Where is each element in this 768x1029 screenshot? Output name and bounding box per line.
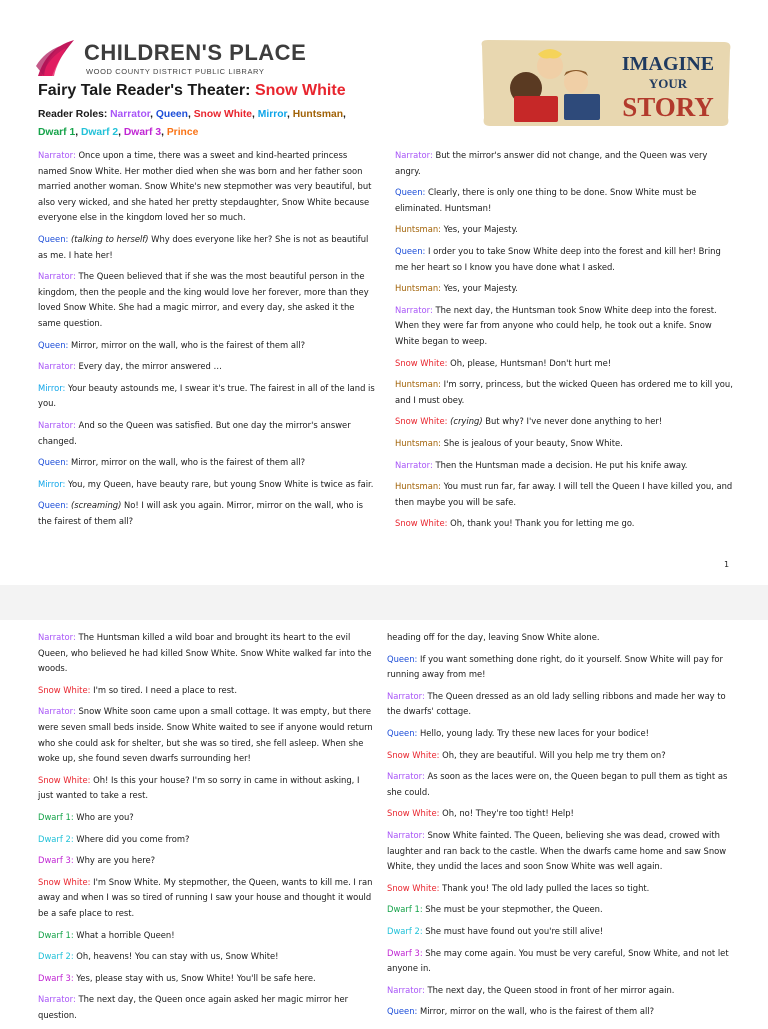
- dialogue-line: [38, 148, 376, 226]
- role-prince: Prince: [166, 127, 199, 138]
- speaker-label: Snow White:: [387, 749, 440, 760]
- dialogue-text: I order you to take Snow White deep into the forest and kill her! Bring me her heart so I know you have done what I asked.: [395, 245, 721, 272]
- dialogue-line: [38, 232, 376, 263]
- dialogue-text: Snow White soon came upon a small cottage. It was empty, but there were seven small beds inside. Snow White waited to see if anyone would return who she could ask for shelter, but she was so tired, she fell asleep. When she woke up, she found seven dwarfs surrounding her!: [38, 706, 373, 764]
- dialogue-text: As soon as the laces were on, the Queen began to pull them as tight as she could.: [387, 771, 728, 797]
- speaker-label: Huntsman:: [395, 224, 441, 235]
- book-icon: [514, 96, 558, 122]
- dialogue-text: Where did you come from?: [73, 833, 190, 844]
- speaker-label: Narrator:: [387, 690, 425, 701]
- dialogue-line: [38, 853, 376, 869]
- speaker-label: Queen:: [38, 339, 69, 350]
- banner-word-story: STORY: [622, 92, 714, 122]
- dialogue-text: If you want something done right, do it yourself. Snow White will pay for running away from me!: [387, 653, 724, 680]
- dialogue-line: [395, 185, 735, 216]
- dialogue-text: Oh, they are beautiful. Will you help me try them on?: [439, 749, 666, 760]
- dialogue-text: The next day, the Huntsman took Snow White deep into the forest. When they were far from anyone who could help, he took out a knife. Snow White began to weep.: [395, 304, 717, 346]
- speaker-label: Narrator:: [38, 150, 76, 160]
- speaker-label: Queen:: [387, 653, 418, 664]
- dialogue-line: [38, 359, 376, 375]
- dialogue-line: [38, 773, 376, 804]
- stage-direction: (talking to herself): [68, 233, 149, 244]
- speaker-label: Queen:: [395, 187, 426, 198]
- dialogue-line: [38, 875, 376, 922]
- dialogue-line: [38, 704, 376, 766]
- dialogue-line: [387, 881, 735, 897]
- dialogue-line: [38, 928, 376, 944]
- speaker-label: Narrator:: [38, 706, 76, 717]
- dialogue-line: [387, 769, 735, 800]
- dialogue-line: [395, 281, 735, 297]
- dialogue-line: [38, 418, 376, 449]
- dialogue-text: Yes, your Majesty.: [440, 224, 518, 235]
- dialogue-line: [38, 455, 376, 471]
- speaker-label: Queen:: [38, 457, 69, 468]
- dialogue-text: Why does everyone like her? She is not as beautiful as me. I hate her!: [38, 233, 369, 260]
- speaker-label: Mirror:: [38, 382, 66, 393]
- dialogue-text: Mirror, mirror on the wall, who is the fairest of them all?: [68, 457, 306, 468]
- speaker-label: Narrator:: [38, 632, 76, 642]
- dialogue-text: Mirror, mirror on the wall, who is the fairest of them all?: [417, 1006, 655, 1017]
- roles-list: Narrator, Queen, Snow White, Mirror, Huntsman, Dwarf 1, Dwarf 2, Dwarf 3, Prince: [38, 109, 349, 138]
- role-dwarf-2: Dwarf 2: [80, 127, 119, 138]
- dialogue-text: I'm Snow White. My stepmother, the Queen, wants to kill me. I ran away and when I was so tired of running I saw your house and thought it would be a safe place to rest.: [38, 876, 373, 918]
- dialogue-text: Who are you?: [73, 811, 134, 822]
- speaker-label: Snow White:: [38, 774, 91, 785]
- dialogue-text: heading off for the day, leaving Snow White alone.: [387, 632, 600, 642]
- dialogue-text: Yes, your Majesty.: [440, 283, 518, 294]
- dialogue-text: The Queen believed that if she was the most beautiful person in the kingdom, then the people and the king would love her forever, more than they loved Snow White. She had a magic mirror, and every day, she asked it the same question.: [38, 271, 369, 328]
- dialogue-line: [395, 516, 735, 532]
- stage-direction: (screaming): [68, 500, 122, 511]
- dialogue-text: The Queen dressed as an old lady selling ribbons and made her way to the dwarfs' cottage.: [387, 690, 726, 717]
- speaker-label: Snow White:: [38, 876, 91, 887]
- page-title: [38, 82, 346, 100]
- dialogue-line: [395, 436, 735, 452]
- dialogue-text: Clearly, there is only one thing to be done. Snow White must be eliminated. Huntsman!: [395, 187, 697, 213]
- dialogue-line: [387, 1004, 735, 1020]
- reader-roles: [38, 106, 378, 142]
- speaker-label: Dwarf 2:: [38, 833, 74, 844]
- speaker-label: Dwarf 2:: [38, 951, 74, 962]
- dialogue-line: [395, 303, 735, 350]
- dialogue-line: [387, 902, 735, 918]
- dialogue-line: [38, 810, 376, 826]
- dialogue-text: Then the Huntsman made a decision. He put his knife away.: [432, 459, 688, 470]
- speaker-label: Snow White:: [395, 518, 448, 529]
- dialogue-text: She must be your stepmother, the Queen.: [422, 904, 603, 915]
- dialogue-text: She must have found out you're still alive!: [422, 925, 604, 936]
- dialogue-text: Every day, the mirror answered …: [75, 361, 222, 372]
- speaker-label: Snow White:: [395, 416, 448, 427]
- dialogue-text: You, my Queen, have beauty rare, but young Snow White is twice as fair.: [65, 478, 374, 489]
- banner-word-your: YOUR: [648, 76, 688, 91]
- role-huntsman: Huntsman: [292, 109, 344, 120]
- dialogue-text: But the mirror's answer did not change, and the Queen was very angry.: [395, 150, 708, 176]
- dialogue-text: And so the Queen was satisfied. But one day the mirror's answer changed.: [38, 419, 351, 446]
- dialogue-text: Oh, please, Huntsman! Don't hurt me!: [447, 357, 612, 368]
- speaker-label: Queen:: [395, 245, 426, 256]
- speaker-label: Narrator:: [395, 459, 433, 470]
- dialogue-line: [387, 806, 735, 822]
- speaker-label: Snow White:: [387, 808, 440, 819]
- speaker-label: Huntsman:: [395, 283, 441, 294]
- page-number: 1: [724, 560, 730, 569]
- speaker-label: Narrator:: [395, 150, 433, 160]
- library-subbrand: WOOD COUNTY DISTRICT PUBLIC LIBRARY: [86, 67, 265, 76]
- dialogue-line: [395, 458, 735, 474]
- role-narrator: Narrator: [110, 109, 151, 120]
- dialogue-line: [38, 269, 376, 331]
- speaker-label: Queen:: [387, 727, 418, 738]
- page2-left-column: [38, 630, 376, 1029]
- speaker-label: Narrator:: [387, 771, 425, 782]
- library-brand: CHILDREN'S PLACE: [84, 40, 307, 65]
- dialogue-line: [38, 338, 376, 354]
- dialogue-text: Once upon a time, there was a sweet and kind-hearted princess named Snow White. Her mother died when she was born and her father soon married another woman. Snow White's new stepmother was very beautiful, but also very wicked, and she hated her pretty stepdaughter, Snow White because everyone else in the kingdom loved her so much.: [38, 150, 372, 223]
- speaker-label: Queen:: [38, 500, 69, 511]
- dialogue-text: She is jealous of your beauty, Snow White.: [440, 437, 623, 448]
- dialogue-line: [395, 377, 735, 408]
- speaker-label: Narrator:: [38, 271, 76, 282]
- stage-direction: (crying): [447, 416, 483, 427]
- speaker-label: Queen:: [387, 1006, 418, 1017]
- dialogue-text: I'm so tired. I need a place to rest.: [90, 684, 238, 695]
- speaker-label: Narrator:: [395, 304, 433, 315]
- dialogue-line: [395, 479, 735, 510]
- speaker-label: Snow White:: [387, 882, 440, 893]
- dialogue-line: [395, 148, 735, 179]
- speaker-label: Narrator:: [38, 361, 76, 372]
- dialogue-line: [387, 828, 735, 875]
- dialogue-line: [387, 652, 735, 683]
- dialogue-line: [38, 498, 376, 529]
- dialogue-line: [395, 356, 735, 372]
- title-prefix: Fairy Tale Reader's Theater:: [38, 82, 255, 99]
- role-queen: Queen: [155, 109, 188, 120]
- page1-right-column: [395, 148, 735, 538]
- role-snow-white: Snow White: [193, 109, 253, 120]
- library-logo-icon: [36, 36, 76, 78]
- dialogue-text: Thank you! The old lady pulled the laces so tight.: [439, 882, 650, 893]
- dialogue-text: She may come again. You must be very careful, Snow White, and not let anyone in.: [387, 947, 729, 974]
- dialogue-line: [38, 992, 376, 1023]
- role-dwarf-1: Dwarf 1: [38, 127, 76, 138]
- dialogue-line: [387, 946, 735, 977]
- speaker-label: Queen:: [38, 233, 69, 244]
- dialogue-line: [387, 983, 735, 999]
- dialogue-line: [387, 726, 735, 742]
- dialogue-line: [38, 381, 376, 412]
- dialogue-line: [38, 477, 376, 493]
- dialogue-line: [387, 924, 735, 940]
- script-page-2: [0, 620, 768, 1024]
- dialogue-line: [38, 971, 376, 987]
- speaker-label: Dwarf 3:: [38, 972, 74, 983]
- dialogue-text: I'm sorry, princess, but the wicked Queen has ordered me to kill you, and I must obey.: [395, 379, 733, 405]
- speaker-label: Dwarf 3:: [387, 947, 423, 958]
- page1-left-column: [38, 148, 376, 535]
- dialogue-text: Snow White fainted. The Queen, believing she was dead, crowed with laughter and ran back to the castle. When the dwarfs came home and saw Snow White, they undid the laces and soon Snow White was well again.: [387, 829, 727, 872]
- dialogue-text: Oh, thank you! Thank you for letting me go.: [447, 518, 635, 529]
- dialogue-text: Oh, no! They're too tight! Help!: [439, 808, 574, 819]
- dialogue-line: [387, 748, 735, 764]
- page-gap: [0, 585, 768, 620]
- dialogue-text: Hello, young lady. Try these new laces for your bodice!: [417, 727, 650, 738]
- speaker-label: Dwarf 1:: [387, 904, 423, 915]
- dialogue-text: Why are you here?: [73, 855, 156, 866]
- dialogue-line: [38, 832, 376, 848]
- dialogue-line: [38, 630, 376, 677]
- dialogue-text: The next day, the Queen once again asked her magic mirror her question.: [38, 994, 349, 1020]
- dialogue-line: [395, 414, 735, 430]
- dialogue-text: The next day, the Queen stood in front of her mirror again.: [424, 984, 675, 995]
- roles-label: Reader Roles:: [38, 109, 111, 120]
- dialogue-line: [395, 244, 735, 275]
- speaker-label: Huntsman:: [395, 481, 441, 492]
- speaker-label: Narrator:: [387, 984, 425, 995]
- speaker-label: Snow White:: [38, 684, 91, 695]
- speaker-label: Narrator:: [387, 829, 425, 840]
- dialogue-text: Your beauty astounds me, I swear it's true. The fairest in all of the land is you.: [38, 382, 375, 409]
- role-mirror: Mirror: [257, 109, 287, 120]
- dialogue-line: [387, 630, 735, 646]
- speaker-label: Dwarf 1:: [38, 929, 74, 940]
- dialogue-text: You must run far, far away. I will tell the Queen I have killed you, and then maybe you will be safe.: [395, 481, 733, 507]
- child-figure-icon: [564, 70, 588, 94]
- speaker-label: Snow White:: [395, 357, 448, 368]
- imagine-your-story-banner: [478, 36, 734, 130]
- speaker-label: Huntsman:: [395, 379, 441, 390]
- title-highlight: Snow White: [254, 82, 346, 99]
- speaker-label: Dwarf 2:: [387, 925, 423, 936]
- speaker-label: Dwarf 3:: [38, 855, 74, 866]
- dialogue-text: The Huntsman killed a wild boar and brought its heart to the evil Queen, who believed he had killed Snow White. Snow White walked far into the woods.: [38, 632, 372, 674]
- speaker-label: Narrator:: [38, 419, 76, 430]
- dialogue-text: Oh! Is this your house? I'm so sorry in came in without asking, I just wanted to take a rest.: [38, 774, 360, 801]
- dialogue-text: What a horrible Queen!: [73, 929, 175, 940]
- banner-word-imagine: IMAGINE: [621, 53, 715, 75]
- speaker-label: Mirror:: [38, 478, 66, 489]
- speaker-label: Huntsman:: [395, 437, 441, 448]
- role-dwarf-3: Dwarf 3: [123, 127, 162, 138]
- speaker-label: Dwarf 1:: [38, 811, 74, 822]
- page2-right-column: [387, 630, 735, 1026]
- speaker-label: Narrator:: [38, 994, 76, 1005]
- dialogue-line: [38, 949, 376, 965]
- dialogue-line: [38, 683, 376, 699]
- dialogue-text: Mirror, mirror on the wall, who is the fairest of them all?: [68, 339, 306, 350]
- dialogue-text: No! I will ask you again. Mirror, mirror on the wall, who is the fairest of them all?: [38, 500, 364, 526]
- dialogue-text: But why? I've never done anything to her!: [482, 416, 663, 427]
- dialogue-text: Oh, heavens! You can stay with us, Snow White!: [73, 951, 279, 962]
- dialogue-line: [387, 689, 735, 720]
- dialogue-text: Yes, please stay with us, Snow White! You'll be safe here.: [73, 972, 316, 983]
- dialogue-line: [395, 222, 735, 238]
